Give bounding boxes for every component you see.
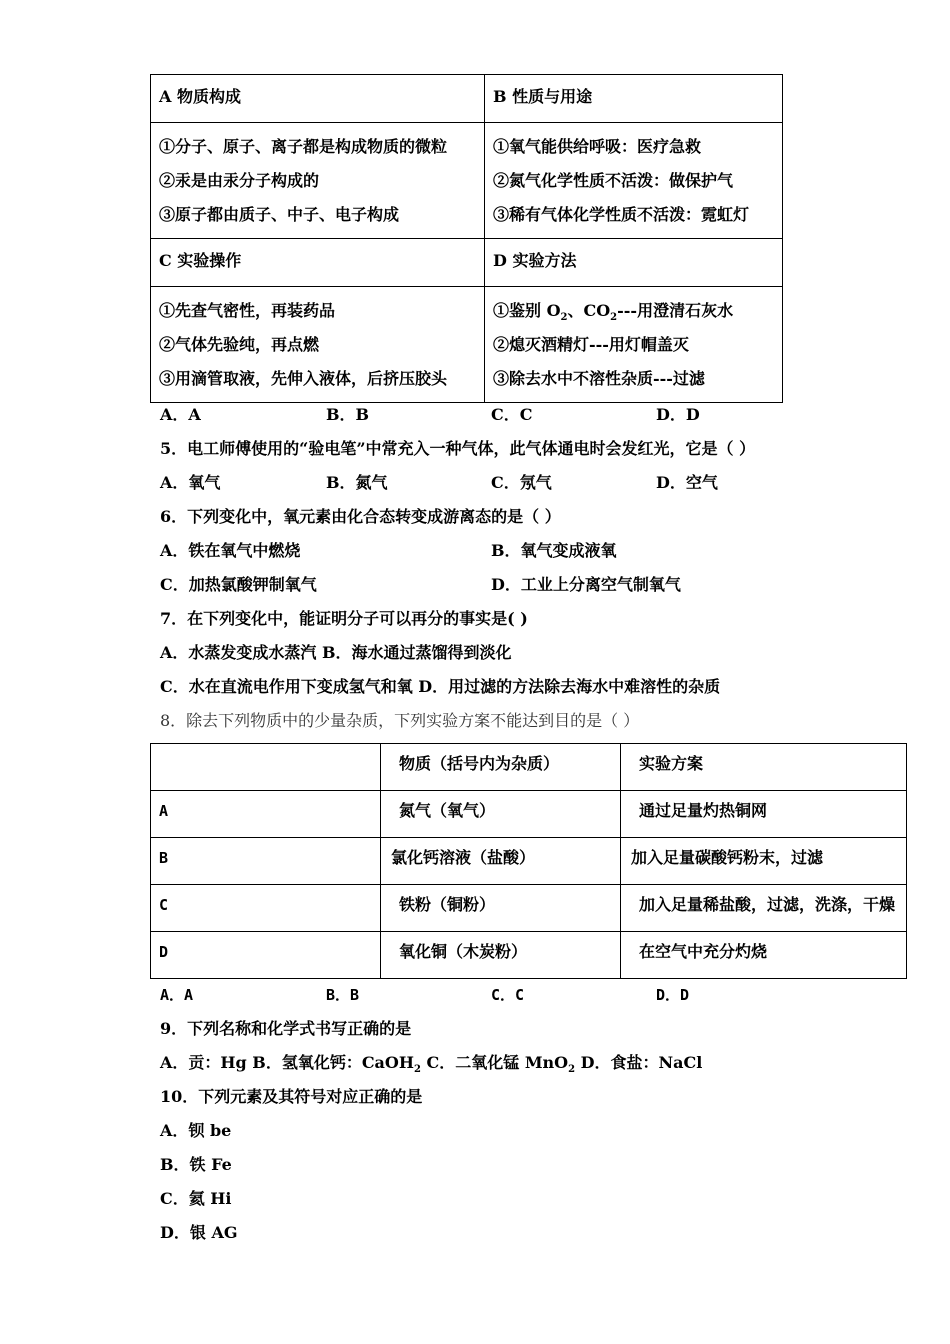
q8-option-d: D．D [656,986,690,1004]
q4-option-d: D．D [656,405,700,424]
table-header: 实验方案 [621,744,907,791]
q6-option-c: C．加热氯酸钾制氧气 [160,575,317,594]
table-header: 物质（括号内为杂质） [381,744,621,791]
cell-d-items [485,287,783,403]
q6-option-a: A．铁在氧气中燃烧 [160,541,301,560]
q8-option-c: C．C [491,986,525,1004]
table-row: D 氧化铜（木炭粉） 在空气中充分灼烧 [151,932,907,979]
q10-option-d: D．银 AG [160,1223,238,1242]
list-item: ①先查气密性，再装药品 [159,301,336,320]
cell-a-items [151,123,485,239]
q10-option-c: C．氦 Hi [160,1189,232,1208]
list-item: ①分子、原子、离子都是构成物质的微粒 [159,137,448,156]
table-row: B 氯化钙溶液（盐酸） 加入足量碳酸钙粉末，过滤 [151,838,907,885]
cell-d-title: D 实验方法 [485,239,783,287]
impurity-table [150,743,907,979]
cell-b-items [485,123,783,239]
q5-option-c: C．氖气 [491,473,552,492]
cell-c-title: C 实验操作 [151,239,485,287]
list-item: ③用滴管取液，先伸入液体，后挤压胶头 [159,369,448,388]
property-table [150,74,783,403]
list-item: ①氧气能供给呼吸：医疗急救 [493,137,702,156]
q9-options: A．贡：Hg B．氢氧化钙：CaOH$_2$ C．二氧化锰 MnO$_2$ D．食盐：NaCl [160,1053,703,1076]
cell-a-title: A 物质构成 [151,75,485,123]
q6-option-b: B．氧气变成液氧 [491,541,617,560]
list-item: ③稀有气体化学性质不活泼：霓虹灯 [493,205,750,224]
q8-option-a: A．A [160,986,194,1004]
table-row: A 氮气（氧气） 通过足量灼热铜网 [151,791,907,838]
q10-option-b: B．铁 Fe [160,1155,232,1174]
q8-stem: 8．除去下列物质中的少量杂质，下列实验方案不能达到目的是（ ） [160,711,640,730]
q7-stem: 7．在下列变化中，能证明分子可以再分的事实是( ) [160,609,528,628]
q5-option-b: B．氮气 [326,473,388,492]
q5-option-a: A．氧气 [160,473,221,492]
q10-stem: 10．下列元素及其符号对应正确的是 [160,1087,423,1106]
q4-option-c: C．C [491,405,533,424]
q7-options-line2: C．水在直流电作用下变成氢气和氧 D．用过滤的方法除去海水中难溶性的杂质 [160,677,721,696]
q6-stem: 6．下列变化中，氧元素由化合态转变成游离态的是（ ） [160,507,561,526]
cell-b-title: B 性质与用途 [485,75,783,123]
list-item: ③除去水中不溶性杂质---过滤 [493,369,705,388]
table-row: C 铁粉（铜粉） 加入足量稀盐酸，过滤，洗涤，干燥 [151,885,907,932]
q6-option-d: D．工业上分离空气制氧气 [491,575,681,594]
q9-stem: 9．下列名称和化学式书写正确的是 [160,1019,412,1038]
table-header [151,744,381,791]
list-item: ②熄灭酒精灯---用灯帽盖灭 [493,335,689,354]
q7-options-line1: A．水蒸发变成水蒸汽 B．海水通过蒸馏得到淡化 [160,643,512,662]
q8-option-b: B．B [326,986,360,1004]
q4-option-b: B．B [326,405,370,424]
list-item: ③原子都由质子、中子、电子构成 [159,205,400,224]
cell-c-items [151,287,485,403]
list-item: ②汞是由汞分子构成的 [159,171,320,190]
list-item: ②气体先验纯，再点燃 [159,335,320,354]
list-item: ②氮气化学性质不活泼：做保护气 [493,171,734,190]
list-item: ①鉴别 $O_2$、$CO_2---$用澄清石灰水 [493,301,734,324]
q5-stem: 5．电工师傅使用的“验电笔”中常充入一种气体，此气体通电时会发红光，它是（ ） [160,439,756,458]
q5-option-d: D．空气 [656,473,718,492]
q4-option-a: A．A [160,405,201,424]
q10-option-a: A．钡 be [160,1121,232,1140]
